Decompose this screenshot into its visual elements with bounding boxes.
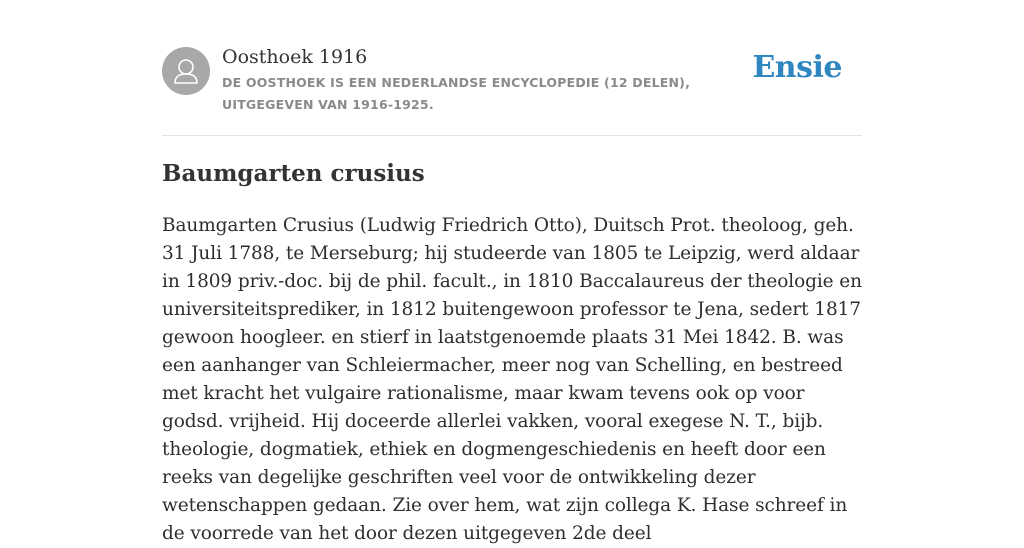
- page-container: [162, 0, 862, 544]
- user-avatar-icon[interactable]: [162, 47, 210, 95]
- article-title: Baumgarten crusius: [162, 160, 425, 187]
- source-name[interactable]: Oosthoek 1916: [222, 46, 368, 68]
- source-description: DE OOSTHOEK IS EEN NEDERLANDSE ENCYCLOPEDIE (12 DELEN), UITGEGEVEN VAN 1916-1925.: [222, 75, 691, 112]
- article-body: Baumgarten Crusius (Ludwig Friedrich Otto), Duitsch Prot. theoloog, geh. 31 Juli 1788, te Merseburg; hij studeerde van 1805 te Leipzig, werd aldaar in 1809 priv.-doc. bij de phil. facult., in 1810 Baccalaureus der theologie en universiteitsprediker, in 1812 buitengewoon professor te Jena, sedert 1817 gewoon hoogleer. en stierf in laatstgenoemde plaats 31 Mei 1842. B. was een aanhanger van Schleiermacher, meer nog van Schelling, en bestreed met kracht het vulgaire rationalisme, maar kwam tevens ook op voor godsd. vrijheid. Hij doceerde allerlei vakken, vooral exegese N. T., bijb. theologie, dogmatiek, ethiek en dogmengeschiedenis en heeft door een reeks van degelijke geschriften veel voor de ontwikkeling dezer wetenschappen gedaan. Zie over hem, wat zijn collega K. Hase schreef in de voorrede van het door dezen uitgegeven 2de deel: [162, 215, 862, 544]
- source-header: [162, 0, 862, 136]
- ensie-logo[interactable]: Ensie: [752, 50, 842, 85]
